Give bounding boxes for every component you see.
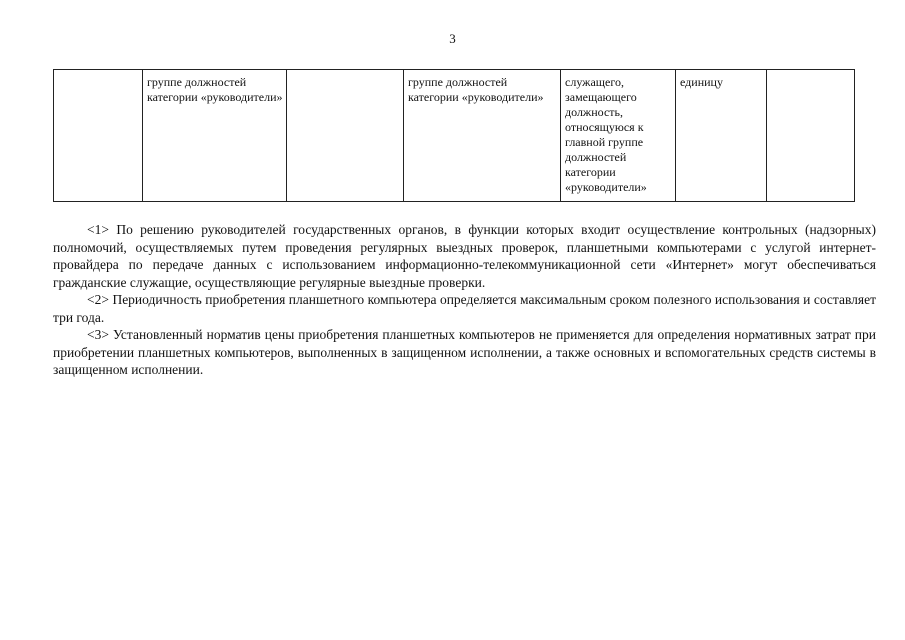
footnote-2: <2> Периодичность приобретения планшетного компьютера определяется максимальным сроком полезного использования и составляет три года.: [53, 292, 876, 325]
table-cell: [54, 70, 143, 202]
table-cell: служащего, замещающего должность, относящуюся к главной группе должностей категории «руководители»: [561, 70, 676, 202]
footnotes: [53, 221, 876, 379]
page-number: 3: [449, 31, 456, 46]
table-cell: группе должностей категории «руководители»: [404, 70, 561, 202]
table-cell: группе должностей категории «руководители»: [143, 70, 287, 202]
footnote-3: <3> Установленный норматив цены приобретения планшетных компьютеров не применяется для определения нормативных затрат при приобретении планшетных компьютеров, выполненных в защищенном исполнении, а также основных и вспомогательных средств системы в защищенном исполнении.: [53, 327, 876, 377]
continuation-table: [53, 69, 855, 202]
footnote-1: <1> По решению руководителей государственных органов, в функции которых входит осуществление контрольных (надзорных) полномочий, осуществляемых путем проведения регулярных выездных проверок, планшетными компьютерами с услугой интернет-провайдера по передаче данных с использованием информационно-телекоммуникационной сети «Интернет» могут обеспечиваться гражданские служащие, осуществляющие регулярные выездные проверки.: [53, 222, 876, 290]
table-cell: единицу: [676, 70, 767, 202]
table-row: [54, 70, 855, 202]
table-cell: [767, 70, 855, 202]
table-cell: [287, 70, 404, 202]
